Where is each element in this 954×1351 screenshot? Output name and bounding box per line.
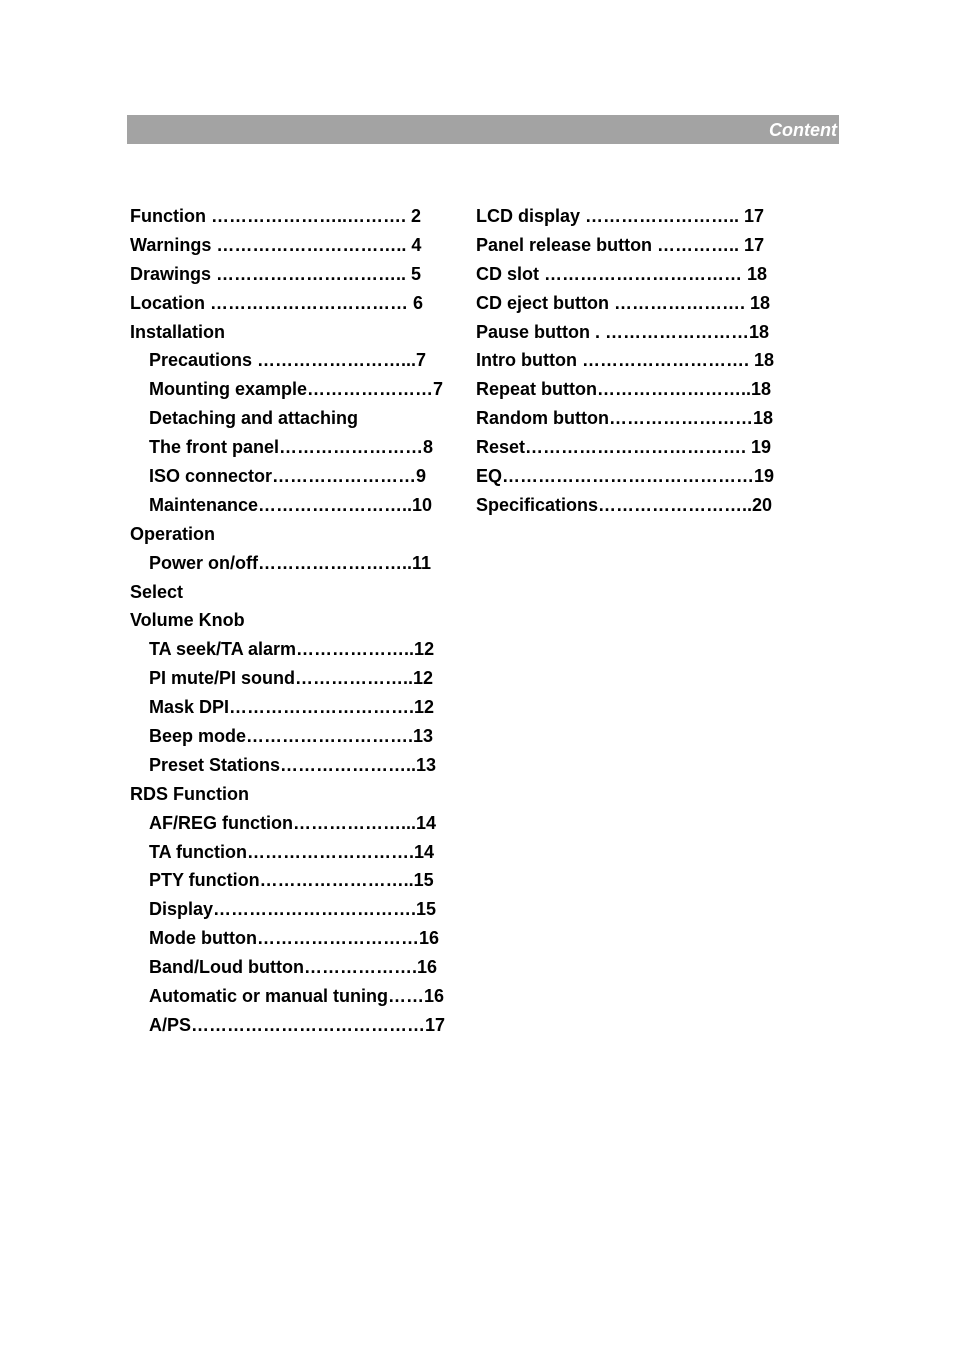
toc-entry: Precautions ……………………...7 bbox=[149, 350, 427, 371]
toc-entry: Mask DPI………………………….12 bbox=[149, 697, 435, 718]
toc-entry: Repeat button……………………..18 bbox=[476, 379, 772, 400]
toc-entry: Function …………………..………. 2 bbox=[130, 206, 421, 226]
toc-entry: CD eject button …………………. 18 bbox=[476, 292, 771, 313]
toc-entry: AF/REG function………………...14 bbox=[149, 812, 437, 833]
toc-entry: PI mute/PI sound………………..12 bbox=[149, 668, 434, 689]
toc-entry: Display…………………………….15 bbox=[149, 899, 437, 920]
toc-entry: PTY function……………………..15 bbox=[149, 870, 434, 891]
toc-entry: EQ……………………………………19 bbox=[476, 466, 775, 487]
toc-entry: Drawings ………………………….. 5 bbox=[130, 263, 422, 284]
toc-entry: RDS Function bbox=[130, 783, 249, 804]
toc-left-column bbox=[130, 202, 445, 1040]
toc-entry: TA function……………………….14 bbox=[149, 841, 434, 862]
toc-entry: Intro button ………………………. 18 bbox=[476, 350, 774, 371]
toc-entry: Operation bbox=[130, 523, 216, 544]
toc-entry: TA seek/TA alarm………………..12 bbox=[149, 639, 435, 660]
toc-right-column bbox=[476, 202, 774, 520]
header-bar bbox=[127, 115, 839, 144]
toc-entry: Warnings ………………………….. 4 bbox=[130, 234, 422, 255]
toc-entry: Preset Stations…………………..13 bbox=[149, 754, 437, 775]
toc-entry: Automatic or manual tuning……16 bbox=[149, 986, 445, 1007]
toc-entry: A/PS…………………………………17 bbox=[149, 1014, 446, 1035]
toc-entry: Mode button………………………16 bbox=[149, 928, 439, 949]
toc-entry: The front panel……………………8 bbox=[149, 437, 434, 458]
toc-entry: Location …………………………… 6 bbox=[130, 292, 424, 313]
toc-entry: CD slot …………………………… 18 bbox=[476, 263, 768, 284]
toc-entry: Band/Loud button……………….16 bbox=[149, 957, 437, 978]
toc-entry: Select bbox=[130, 581, 184, 602]
toc-entry: Volume Knob bbox=[130, 610, 245, 631]
toc-entry: Specifications……………………..20 bbox=[476, 494, 773, 515]
toc-entry: LCD display …………………….. 17 bbox=[476, 206, 765, 226]
toc-entry: Mounting example…………………7 bbox=[149, 379, 444, 400]
page-title: Content bbox=[769, 120, 837, 140]
toc-entry: Beep mode……………………….13 bbox=[149, 726, 434, 747]
toc-entry: Power on/off……………………..11 bbox=[149, 552, 432, 573]
toc-entry: Pause button . ……………………18 bbox=[476, 321, 770, 342]
toc-entry: Maintenance……………………..10 bbox=[149, 494, 433, 515]
toc-entry: Random button……………………18 bbox=[476, 408, 773, 429]
toc-entry: Panel release button ………….. 17 bbox=[476, 234, 765, 255]
toc-entry: Reset………………………………. 19 bbox=[476, 437, 772, 458]
toc-entry: Detaching and attaching bbox=[149, 408, 359, 429]
toc-entry: Installation bbox=[130, 321, 226, 342]
toc-entry: ISO connector……………………9 bbox=[149, 466, 427, 487]
